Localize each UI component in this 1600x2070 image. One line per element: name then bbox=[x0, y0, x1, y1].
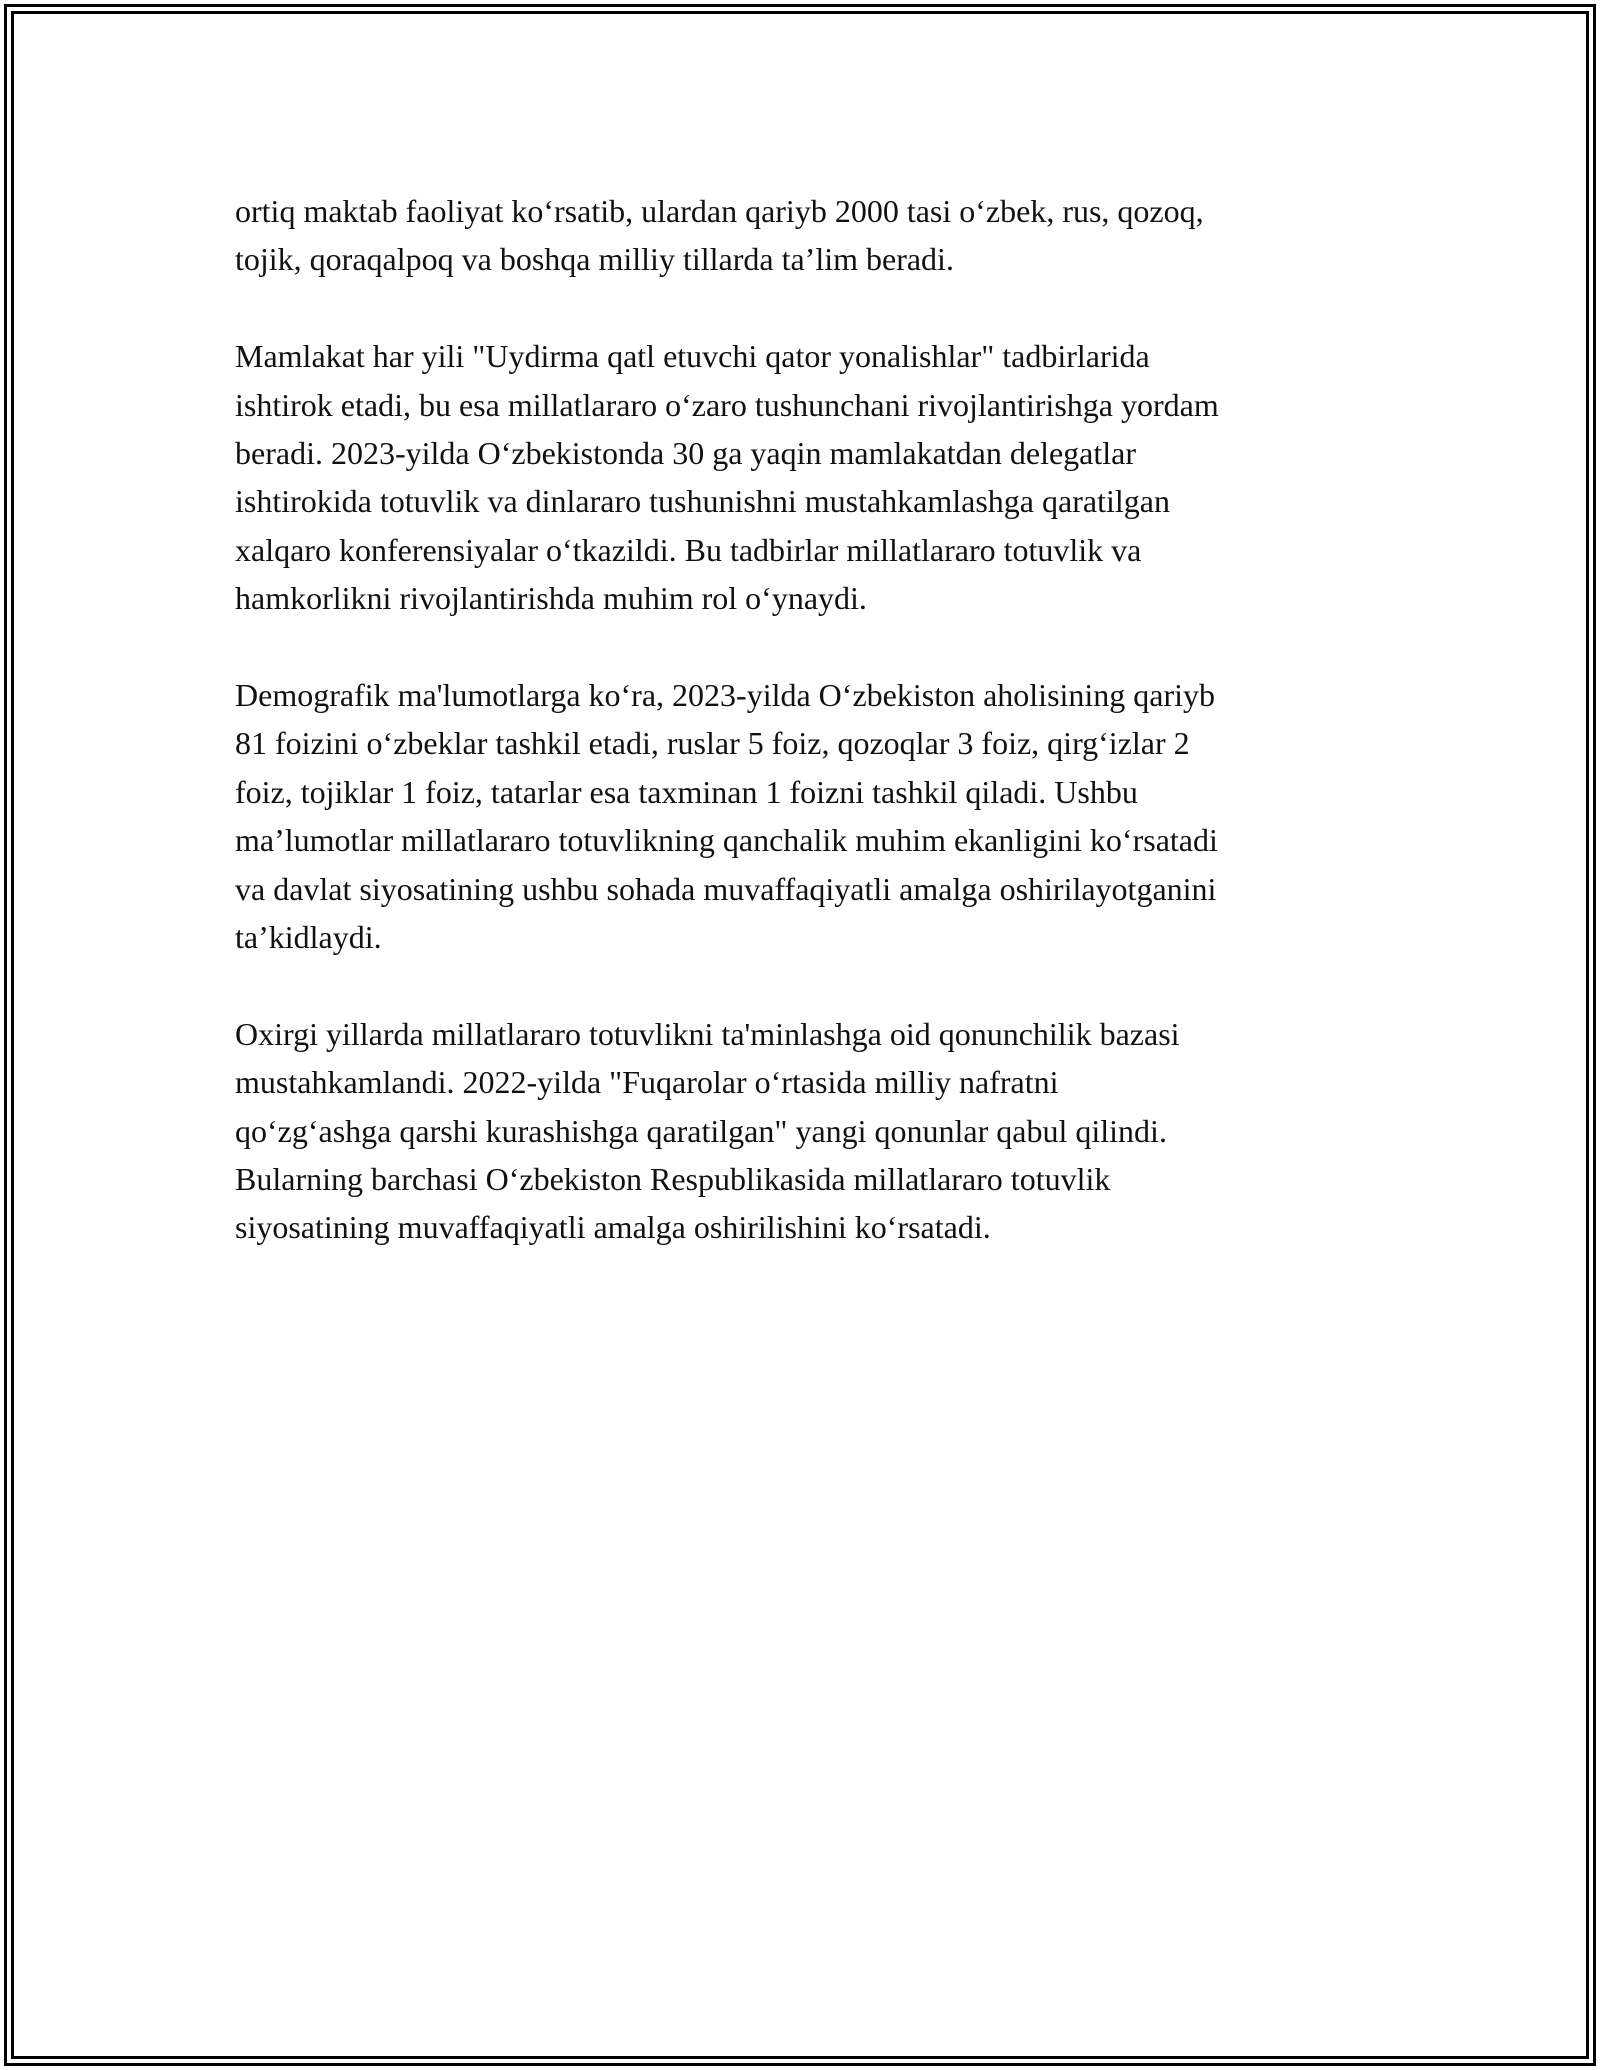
paragraph-schools: ortiq maktab faoliyat koʻrsatib, ulardan qariyb 2000 tasi oʻzbek, rus, qozoq, tojik, qoraqalpoq va boshqa milliy tillarda ta’lim beradi. bbox=[235, 193, 1204, 278]
paragraph-events: Mamlakat har yili "Uydirma qatl etuvchi qator yonalishlar" tadbirlarida ishtirok etadi, bu esa millatlararo oʻzaro tushunchani rivojlantirishga yordam beradi. 2023-yilda Oʻzbekistonda 30 ga yaqin mamlakatdan delegatlar ishtirokida totuvlik va dinlararo tushunishni mustahkamlashga qaratilgan xalqaro konferensiyalar oʻtkazildi. Bu tadbirlar millatlararo totuvlik va hamkorlikni rivojlantirishda muhim rol oʻynaydi. bbox=[235, 338, 1219, 617]
document-body bbox=[235, 187, 1380, 1300]
paragraph-demographics: Demografik ma'lumotlarga koʻra, 2023-yilda Oʻzbekiston aholisining qariyb 81 foizini oʻzbeklar tashkil etadi, ruslar 5 foiz, qozoqlar 3 foiz, qirgʻizlar 2 foiz, tojiklar 1 foiz, tatarlar esa taxminan 1 foizni tashkil qiladi. Ushbu ma’lumotlar millatlararo totuvlikning qanchalik muhim ekanligini koʻrsatadi va davlat siyosatining ushbu sohada muvaffaqiyatli amalga oshirilayotganini ta’kidlaydi. bbox=[235, 677, 1218, 956]
paragraph-legislation: Oxirgi yillarda millatlararo totuvlikni ta'minlashga oid qonunchilik bazasi mustahkamlandi. 2022-yilda "Fuqarolar oʻrtasida milliy nafratni qoʻzgʻashga qarshi kurashishga qaratilgan" yangi qonunlar qabul qilindi. Bularning barchasi Oʻzbekiston Respublikasida millatlararo totuvlik siyosatining muvaffaqiyatli amalga oshirilishini koʻrsatadi. bbox=[235, 1015, 1180, 1246]
